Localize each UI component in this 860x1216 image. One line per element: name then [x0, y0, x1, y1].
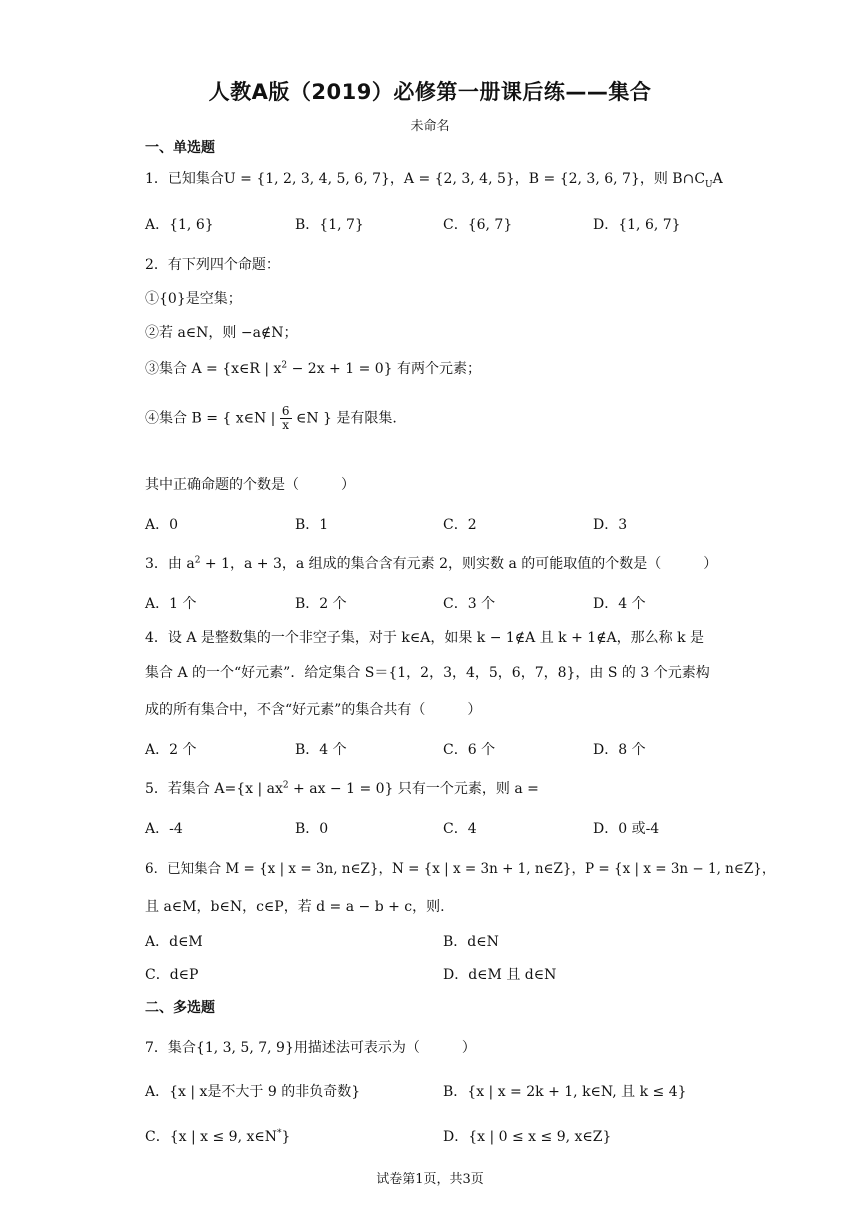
page-title: 人教A版（2019）必修第一册课后练——集合 [208, 80, 652, 104]
q3-option-a[interactable]: A．1 个 [145, 596, 197, 612]
page-footer: 试卷第1页，共3页 [376, 1172, 484, 1187]
section-heading-single-choice: 一、单选题 [145, 140, 215, 156]
question-2-stem: 2．有下列四个命题： [145, 257, 280, 273]
fraction-denominator: x [282, 418, 290, 432]
question-4-line-1: 4．设 A 是整数集的一个非空子集，对于 k∈A，如果 k − 1∉A 且 k + 1∉A，那么称 k 是 [145, 630, 705, 646]
prop-3-exponent: 2 [281, 360, 288, 371]
q7-option-c-part-a: C．{x | x ≤ 9, x∈N [145, 1129, 277, 1145]
q3-option-c[interactable]: C．3 个 [443, 596, 496, 612]
question-6-line-1: 6．已知集合 M = {x | x = 3n, n∈Z}，N = {x | x = 3n + 1, n∈Z}，P = {x | x = 3n − 1, n∈Z}， [145, 861, 776, 877]
q4-option-d[interactable]: D．8 个 [593, 742, 646, 758]
q2-option-d[interactable]: D．3 [593, 517, 628, 533]
complement-subscript: U [705, 179, 713, 190]
q6-option-a[interactable]: A．d∈M [145, 934, 203, 950]
q2-option-a[interactable]: A．0 [145, 517, 179, 533]
q1-option-c[interactable]: C．{6, 7} [443, 217, 513, 233]
question-1-stem: 1．已知集合U = {1, 2, 3, 4, 5, 6, 7}，A = {2, 3, 4, 5}，B = {2, 3, 6, 7}，则 B∩C [145, 171, 706, 187]
prop-4-part-b: ∈N } 是有限集. [295, 410, 397, 427]
q5-option-c[interactable]: C．4 [443, 821, 477, 837]
q7-option-c-part-b: } [281, 1129, 291, 1145]
question-2-proposition-1: ①{0}是空集； [145, 291, 242, 307]
q5-option-d[interactable]: D．0 或-4 [593, 821, 660, 837]
q7-option-c-superscript: * [276, 1128, 282, 1139]
q1-option-a[interactable]: A．{1, 6} [145, 217, 214, 233]
question-2-proposition-2: ②若 a∈N，则 −a∉N； [145, 325, 298, 341]
question-4-line-3: 成的所有集合中，不含“好元素”的集合共有（ ） [145, 702, 482, 718]
q5-part-a: 5．若集合 A={x | ax [145, 781, 283, 797]
q6-option-b[interactable]: B．d∈N [443, 934, 499, 950]
q4-option-c[interactable]: C．6 个 [443, 742, 496, 758]
q7-option-a[interactable]: A．{x | x是不大于 9 的非负奇数} [145, 1084, 361, 1100]
q7-option-d[interactable]: D．{x | 0 ≤ x ≤ 9, x∈Z} [443, 1129, 612, 1145]
q7-option-c[interactable] [145, 1126, 290, 1146]
q3-part-a: 3．由 a [145, 556, 195, 572]
question-7-stem: 7．集合{1, 3, 5, 7, 9}用描述法可表示为（ ） [145, 1040, 476, 1056]
q1-option-b[interactable]: B．{1, 7} [295, 217, 364, 233]
question-2-proposition-3 [145, 358, 481, 378]
q5-exponent: 2 [282, 780, 289, 791]
q3-part-b: + 1，a + 3，a 组成的集合含有元素 2，则实数 a 的可能取值的个数是（ ） [200, 556, 718, 572]
q4-option-b[interactable]: B．4 个 [295, 742, 347, 758]
prop-4-fraction [280, 405, 292, 432]
q6-option-d[interactable]: D．d∈M 且 d∈N [443, 967, 557, 983]
q5-part-b: + ax − 1 = 0} 只有一个元素，则 a = [288, 781, 539, 797]
section-heading-multiple-choice: 二、多选题 [145, 1000, 215, 1016]
q2-option-c[interactable]: C．2 [443, 517, 477, 533]
q3-option-d[interactable]: D．4 个 [593, 596, 646, 612]
fraction-numerator: 6 [281, 404, 290, 418]
q3-option-b[interactable]: B．2 个 [295, 596, 347, 612]
q2-option-b[interactable]: B．1 [295, 517, 329, 533]
q7-option-b[interactable]: B．{x | x = 2k + 1, k∈N, 且 k ≤ 4} [443, 1084, 687, 1100]
question-2-ask: 其中正确命题的个数是（ ） [145, 477, 355, 493]
question-1-stem-end: A [712, 171, 723, 187]
q6-option-c[interactable]: C．d∈P [145, 967, 199, 983]
question-2-proposition-4 [145, 405, 397, 432]
q5-option-b[interactable]: B．0 [295, 821, 329, 837]
prop-3-part-a: ③集合 A = {x∈R | x [145, 361, 282, 377]
question-1 [145, 168, 723, 190]
question-6-line-2: 且 a∈M，b∈N，c∈P，若 d = a − b + c，则. [145, 899, 445, 915]
prop-3-part-b: − 2x + 1 = 0} 有两个元素； [287, 361, 482, 377]
q3-exponent: 2 [194, 555, 201, 566]
question-5 [145, 778, 539, 798]
q5-option-a[interactable]: A．-4 [145, 821, 183, 837]
question-3 [145, 553, 717, 573]
prop-4-part-a: ④集合 B = { x∈N | [145, 410, 276, 427]
q4-option-a[interactable]: A．2 个 [145, 742, 197, 758]
page-subtitle: 未命名 [410, 119, 450, 134]
question-4-line-2: 集合 A 的一个“好元素”．给定集合 S＝{1，2，3，4，5，6，7，8}，由 S 的 3 个元素构 [145, 665, 710, 681]
q1-option-d[interactable]: D．{1, 6, 7} [593, 217, 681, 233]
